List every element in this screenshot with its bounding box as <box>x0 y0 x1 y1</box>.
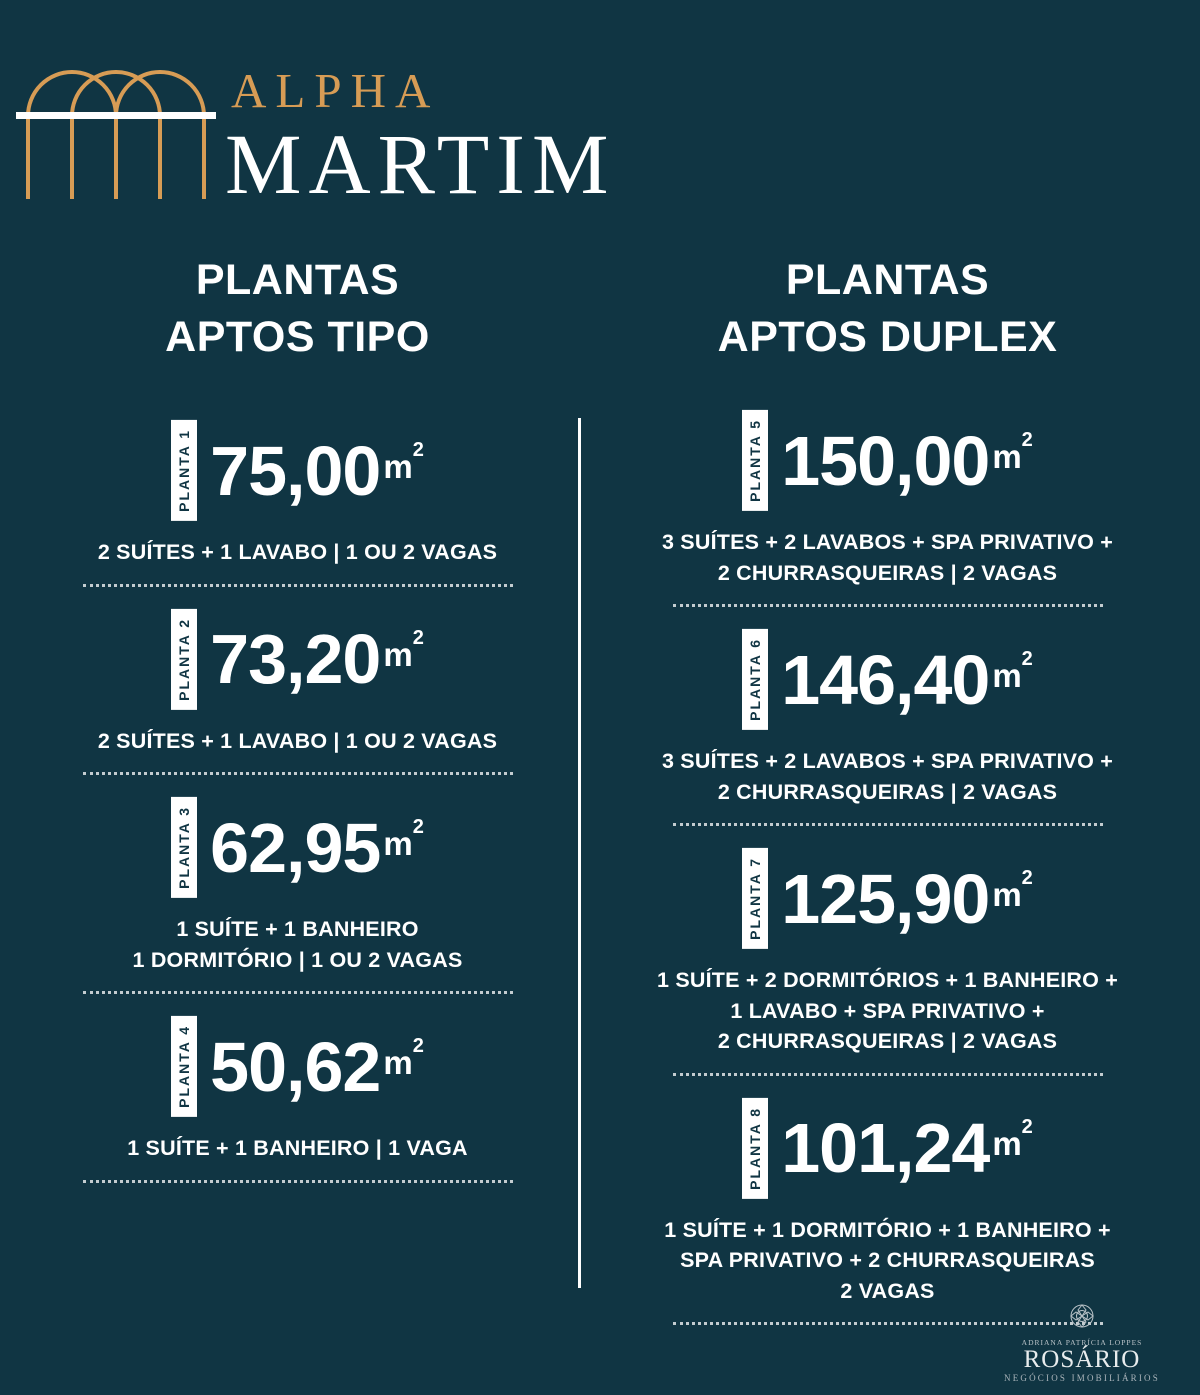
plan-area: 75,00 <box>210 431 381 510</box>
plans-columns <box>0 252 1200 1325</box>
plan-tag: PLANTA 4 <box>171 1016 197 1117</box>
plan-separator <box>673 823 1103 826</box>
plan-description-line: 1 SUÍTE + 1 BANHEIRO | 1 VAGA <box>127 1136 468 1160</box>
plan-head <box>20 420 575 521</box>
plan-head <box>575 410 1200 511</box>
plan-description-line: 1 SUÍTE + 1 DORMITÓRIO + 1 BANHEIRO + <box>664 1217 1111 1242</box>
plan-unit: $m^2$ <box>992 866 1033 913</box>
plan-area: 125,90 <box>781 859 990 938</box>
plan-separator <box>83 991 513 994</box>
column-title-tipo-line2: APTOS TIPO <box>165 313 430 362</box>
plan-unit: $m^2$ <box>383 1034 424 1081</box>
plan-unit: $m^2$ <box>383 815 424 862</box>
column-title-duplex <box>575 252 1200 366</box>
brand-name-top: ALPHA <box>231 63 440 118</box>
plan-description-line: 2 VAGAS <box>840 1278 935 1303</box>
plan-item <box>20 420 575 586</box>
plan-description <box>20 726 575 757</box>
column-aptos-tipo <box>0 252 575 1325</box>
plan-description-line: 1 SUÍTE + 1 BANHEIRO <box>176 917 419 942</box>
plan-description-line: 1 SUÍTE + 2 DORMITÓRIOS + 1 BANHEIRO + <box>657 968 1118 993</box>
realtor-brand-name: ROSÁRIO <box>1023 1345 1141 1373</box>
plan-description-line: SPA PRIVATIVO + 2 CHURRASQUEIRAS <box>680 1248 1095 1273</box>
brand-logo <box>0 46 1200 216</box>
plan-item <box>20 797 575 994</box>
plan-head <box>20 797 575 898</box>
plan-unit: $m^2$ <box>992 1116 1033 1163</box>
plan-area: 73,20 <box>210 620 381 699</box>
column-aptos-duplex <box>575 252 1200 1325</box>
plan-description-line: 2 CHURRASQUEIRAS | 2 VAGAS <box>717 779 1058 804</box>
plan-tag: PLANTA 7 <box>742 848 768 949</box>
realtor-tagline: NEGÓCIOS IMOBILIÁRIOS <box>1004 1373 1160 1383</box>
plan-description-line: 2 SUÍTES + 1 LAVABO | 1 OU 2 VAGAS <box>97 540 498 565</box>
plan-item <box>575 410 1200 607</box>
column-title-duplex-line2: APTOS DUPLEX <box>717 313 1058 362</box>
plan-unit: $m^2$ <box>383 438 424 485</box>
realtor-agent-name: ADRIANA PATRÍCIA LOPPES <box>1021 1337 1143 1347</box>
plan-item <box>20 1016 575 1182</box>
plan-unit: $m^2$ <box>992 428 1033 475</box>
plan-area: 101,24 <box>781 1109 990 1188</box>
plan-description-line: 2 CHURRASQUEIRAS | 2 VAGAS <box>717 560 1058 585</box>
plan-separator <box>83 584 513 587</box>
plan-description-line: 2 CHURRASQUEIRAS | 2 VAGAS <box>717 1029 1058 1054</box>
plan-tag: PLANTA 5 <box>742 410 768 511</box>
plan-area: 150,00 <box>781 421 990 500</box>
column-title-tipo-line1: PLANTAS <box>195 256 400 304</box>
plan-description-line: 3 SUÍTES + 2 LAVABOS + SPA PRIVATIVO + <box>661 749 1114 774</box>
plan-unit: $m^2$ <box>992 647 1033 694</box>
plan-description-line: 1 LAVABO + SPA PRIVATIVO + <box>730 998 1045 1023</box>
realtor-logo <box>1002 1296 1162 1383</box>
plan-description <box>575 746 1200 807</box>
brand-name-bottom: MARTIM <box>225 116 616 212</box>
plan-description-line: 2 SUÍTES + 1 LAVABO | 1 OU 2 VAGAS <box>97 728 498 753</box>
plan-separator <box>83 1180 513 1183</box>
plan-head <box>20 1016 575 1117</box>
plan-tag: PLANTA 6 <box>742 629 768 730</box>
plan-description <box>20 537 575 568</box>
plan-separator <box>673 1073 1103 1076</box>
plan-item <box>575 848 1200 1075</box>
plan-area: 50,62 <box>210 1027 381 1106</box>
column-title-duplex-line1: PLANTAS <box>785 256 990 304</box>
plan-head <box>575 848 1200 949</box>
plan-description-line: 3 SUÍTES + 2 LAVABOS + SPA PRIVATIVO + <box>661 530 1114 555</box>
plan-tag: PLANTA 8 <box>742 1098 768 1199</box>
arches-logo-icon <box>10 54 225 199</box>
plan-area: 62,95 <box>210 808 381 887</box>
plan-tag: PLANTA 2 <box>171 609 197 710</box>
plan-separator <box>673 604 1103 607</box>
plan-head <box>575 1098 1200 1199</box>
plan-description <box>575 1215 1200 1307</box>
plan-description <box>575 527 1200 588</box>
plan-item <box>575 1098 1200 1325</box>
rosette-icon <box>1062 1296 1102 1336</box>
plan-unit: $m^2$ <box>383 627 424 674</box>
plan-area: 146,40 <box>781 640 990 719</box>
plan-tag: PLANTA 3 <box>171 797 197 898</box>
plan-tag: PLANTA 1 <box>171 420 197 521</box>
plan-item <box>20 609 575 775</box>
plan-head <box>20 609 575 710</box>
column-title-tipo <box>20 252 575 366</box>
plan-description <box>20 1133 575 1164</box>
plan-separator <box>83 772 513 775</box>
plan-item <box>575 629 1200 826</box>
plan-description-line: 1 DORMITÓRIO | 1 OU 2 VAGAS <box>132 947 463 972</box>
plan-description <box>20 914 575 975</box>
plan-head <box>575 629 1200 730</box>
plan-description <box>575 965 1200 1057</box>
